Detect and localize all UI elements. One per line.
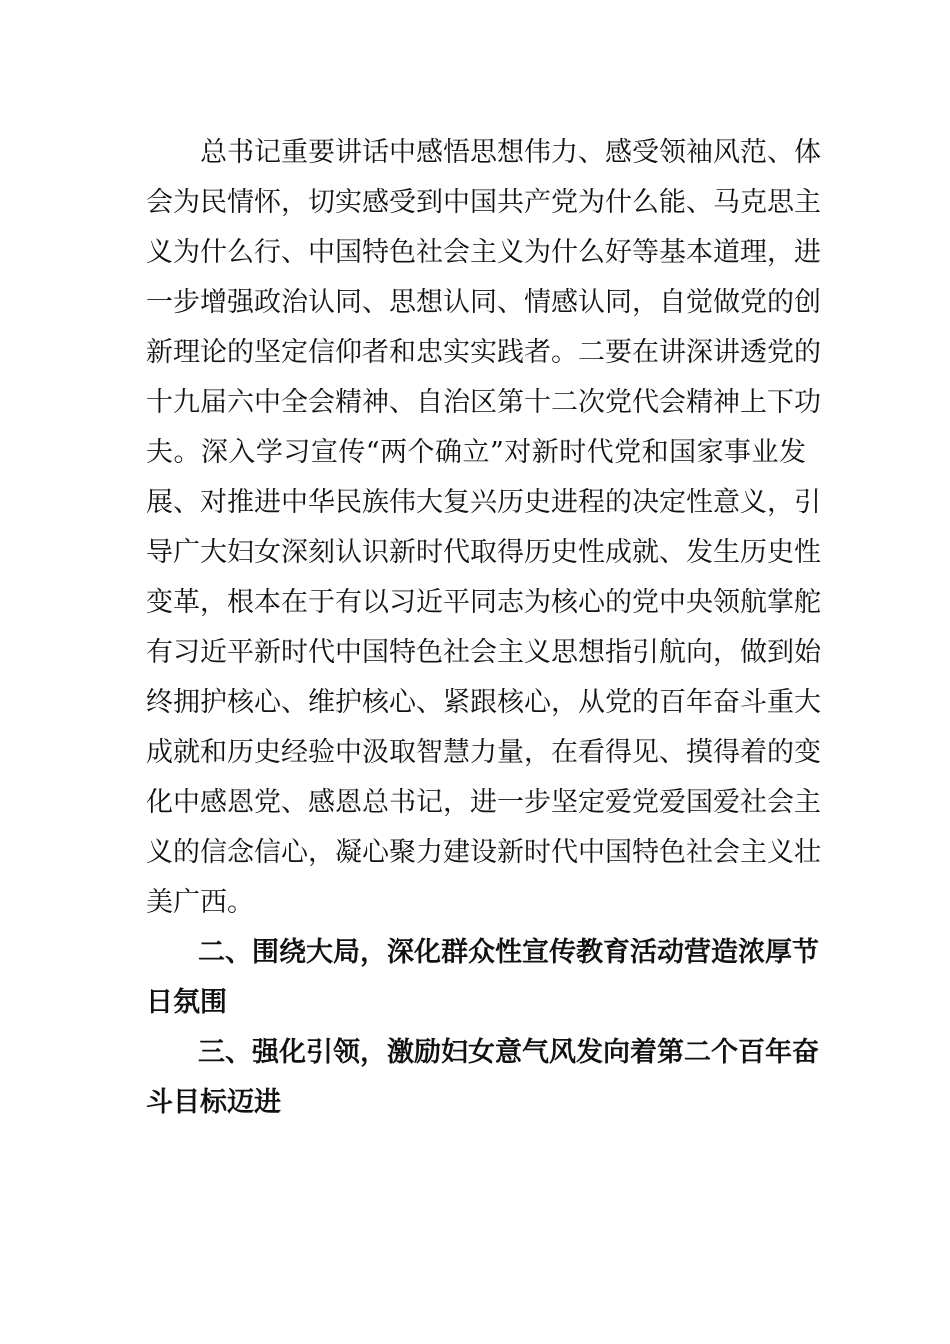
paragraph-line: 义为什么行、中国特色社会主义为什么好等基本道理，进 <box>146 237 821 268</box>
paragraph-line: 导广大妇女深刻认识新时代取得历史性成就、发生历史性 <box>146 537 821 568</box>
section-heading-three-continued: 斗目标迈进 <box>146 1087 281 1118</box>
paragraph-line: 化中感恩党、感恩总书记，进一步坚定爱党爱国爱社会主 <box>146 787 821 818</box>
paragraph-line: 夫。深入学习宣传“两个确立”对新时代党和国家事业发 <box>146 437 806 468</box>
paragraph-line: 有习近平新时代中国特色社会主义思想指引航向，做到始 <box>146 637 821 668</box>
paragraph-line: 美广西。 <box>146 887 254 918</box>
paragraph-line: 十九届六中全会精神、自治区第十二次党代会精神上下功 <box>146 387 821 418</box>
section-heading-three: 三、强化引领，激励妇女意气风发向着第二个百年奋 <box>198 1037 819 1068</box>
paragraph-line: 展、对推进中华民族伟大复兴历史进程的决定性意义，引 <box>146 487 821 518</box>
paragraph-line: 总书记重要讲话中感悟思想伟力、感受领袖风范、体 <box>200 137 821 168</box>
paragraph-line: 新理论的坚定信仰者和忠实实践者。二要在讲深讲透党的 <box>146 337 821 368</box>
paragraph-line: 一步增强政治认同、思想认同、情感认同，自觉做党的创 <box>146 287 821 318</box>
paragraph-line: 义的信念信心，凝心聚力建设新时代中国特色社会主义壮 <box>146 837 821 868</box>
section-heading-two-continued: 日氛围 <box>146 987 227 1018</box>
section-heading-two: 二、围绕大局，深化群众性宣传教育活动营造浓厚节 <box>198 937 819 968</box>
paragraph-line: 成就和历史经验中汲取智慧力量，在看得见、摸得着的变 <box>146 737 821 768</box>
paragraph-line: 变革，根本在于有以习近平同志为核心的党中央领航掌舵 <box>146 587 821 618</box>
paragraph-line: 会为民情怀，切实感受到中国共产党为什么能、马克思主 <box>146 187 821 218</box>
paragraph-line: 终拥护核心、维护核心、紧跟核心，从党的百年奋斗重大 <box>146 687 821 718</box>
